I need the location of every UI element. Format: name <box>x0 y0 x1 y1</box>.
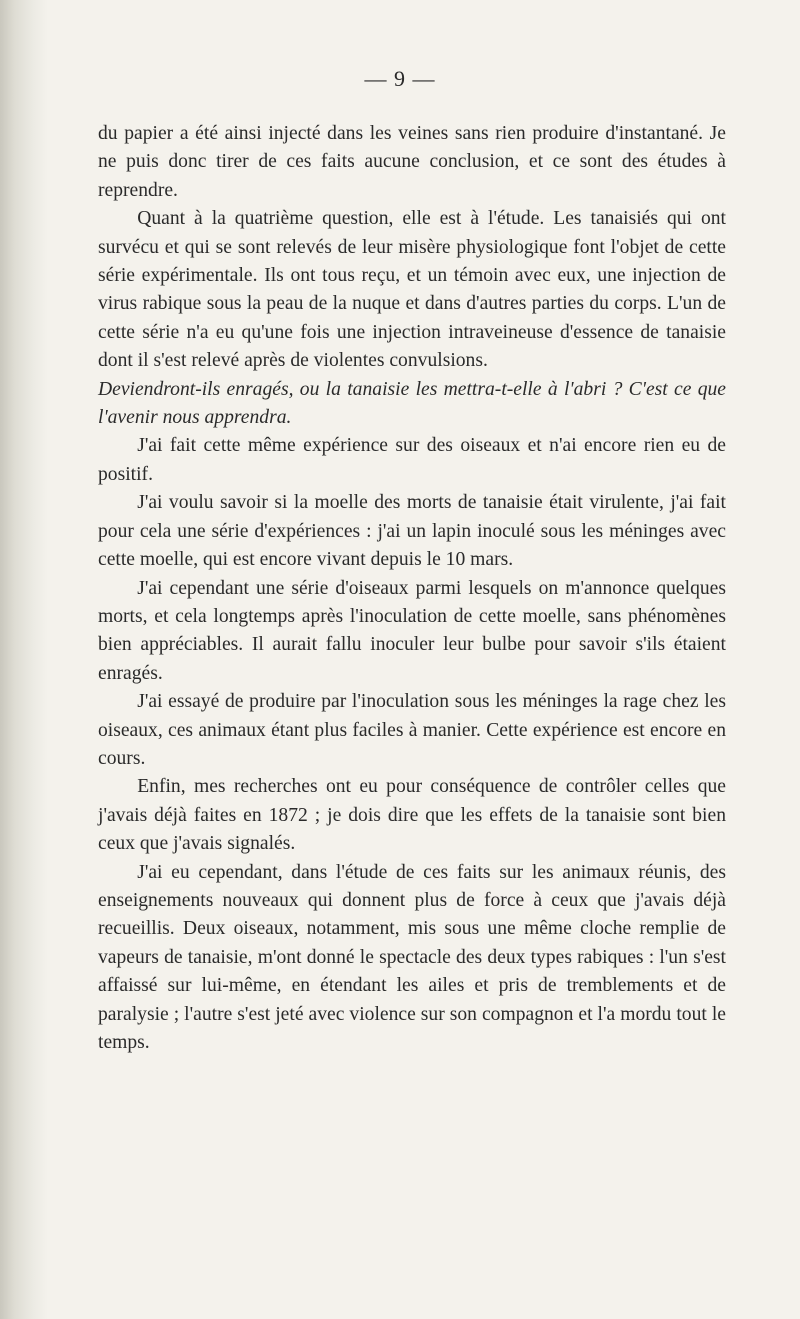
paragraph-7: J'ai essayé de produire par l'inoculation sous les méninges la rage chez les oiseaux, ces animaux étant plus faciles à manier. Cette expérience est encore en cours. <box>98 691 726 769</box>
paragraph-2: Quant à la quatrième question, elle est à l'étude. Les tanaisiés qui ont survécu et qui se sont relevés de leur misère physiologique font l'objet de cette série expérimentale. Ils ont tous reçu, et un témoin avec eux, une injection de virus rabique sous la peau de la nuque et dans d'autres parties du corps. L'un de cette série n'a eu qu'une fois une injection intraveineuse d'essence de tanaisie dont il s'est relevé après de violentes convulsions. <box>98 208 726 372</box>
paragraph-5: J'ai voulu savoir si la moelle des morts de tanaisie était virulente, j'ai fait pour cela une série d'expériences : j'ai un lapin inoculé sous les méninges avec cette moelle, qui est encore vivant depuis le 10 mars. <box>98 492 726 571</box>
paragraph-1: du papier a été ainsi injecté dans les veines sans rien produire d'instantané. Je ne puis donc tirer de ces faits aucune conclusion, et ce sont des études à reprendre. <box>98 123 726 201</box>
paragraph-9: J'ai eu cependant, dans l'étude de ces faits sur les animaux réunis, des enseignements nouveaux qui donnent plus de force à ceux que j'avais déjà recueillis. Deux oiseaux, notamment, mis sous une même cloche remplie de vapeurs de tanaisie, m'ont donné le spectacle des deux types rabiques : l'un s'est affaissé sur lui-même, en étendant les ailes et pris de tremblements et de paralysie ; l'autre s'est jeté avec violence sur son compagnon et l'a mordu tout le temps. <box>98 861 726 1053</box>
paragraph-3-italic: Deviendront-ils enragés, ou la tanaisie les mettra-t-elle à l'abri ? C'est ce que l'avenir nous apprendra. <box>98 378 726 429</box>
paragraph-4: J'ai fait cette même expérience sur des oiseaux et n'ai encore rien eu de positif. <box>98 435 726 485</box>
body-text <box>98 120 726 1057</box>
paragraph-8: Enfin, mes recherches ont eu pour conséquence de contrôler celles que j'avais déjà faites en 1872 ; je dois dire que les effets de la tanaisie sont bien ceux que j'avais signalés. <box>98 776 726 855</box>
page-number: — 9 — <box>364 66 436 91</box>
page-edge-shadow <box>0 0 48 1319</box>
paragraph-6: J'ai cependant une série d'oiseaux parmi lesquels on m'annonce quelques morts, et cela longtemps après l'inoculation de cette moelle, sans phénomènes bien appréciables. Il aurait fallu inoculer leur bulbe pour savoir s'ils étaient enragés. <box>98 577 726 684</box>
